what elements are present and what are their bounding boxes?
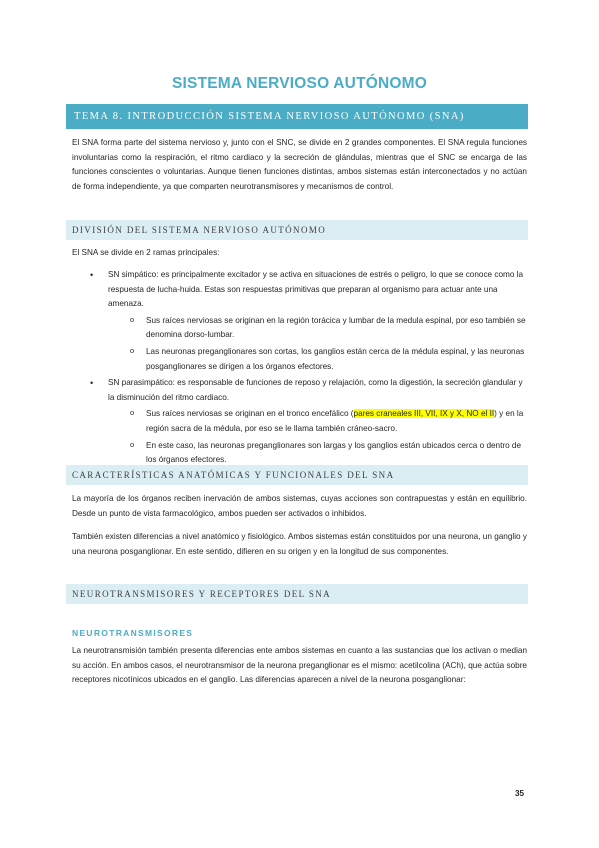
- division-heading-band: DIVISIÓN DEL SISTEMA NERVIOSO AUTÓNOMO: [66, 220, 528, 240]
- document-title: SISTEMA NERVIOSO AUTÓNOMO: [171, 75, 428, 92]
- list-item-parasimpatico: [72, 376, 527, 468]
- simpatico-text: SN simpático: es principalmente excitador y se activa en situaciones de estrés o peligro, lo que se conoce como la respuesta de lucha-huida. Estas son respuestas primitivas que preparan al organismo para actuar ante una amenaza.: [108, 270, 524, 309]
- parasimpatico-text: SN parasimpático: es responsable de funciones de reposo y relajación, como la digestión, la secreción glandular y la disminución del ritmo cardiaco.: [108, 378, 523, 402]
- simpatico-sub2: o Las neuronas preganglionares son cortas, los ganglios están cerca de la médula espinal, y las neuronas posganglionares se dirigen a los órganos efectores.: [108, 345, 527, 374]
- list-item-simpatico: [72, 268, 527, 374]
- caracteristicas-paragraph-2: También existen diferencias a nivel anatómico y fisiológico. Ambos sistemas están constituidos por una neurona, un ganglio y una neurona posganglionar. En este sentido, difieren en su origen y en la longitud de sus componentes.: [72, 532, 527, 556]
- highlighted-cranial-pairs: pares craneales III, VII, IX y X, NO el II: [353, 409, 495, 419]
- simpatico-sub1: o Sus raíces nerviosas se originan en la región torácica y lumbar de la medula espinal, por eso también se denomina dorso-lumbar.: [108, 314, 527, 343]
- tema-intro-paragraph: El SNA forma parte del sistema nervioso y, junto con el SNC, se divide en 2 grandes componentes. El SNA regula funciones involuntarias como la respiración, el ritmo cardiaco y la secreción de glándulas, mientras que el SNC se encarga de las funciones conscientes o voluntarias. Aunque tienen funciones distintas, ambos sistemas están interconectados y no actúan de forma independiente, ya que comparten neurotransmisores y mecanismos de control.: [72, 138, 527, 191]
- parasimpatico-sub1-before: Sus raíces nerviosas se originan en el tronco encefálico (: [146, 409, 354, 419]
- neurotransmisores-subheading: NEUROTRANSMISORES: [72, 628, 194, 638]
- caracteristicas-heading-band: CARACTERÍSTICAS ANATÓMICAS Y FUNCIONALES DEL SNA: [66, 465, 528, 485]
- tema-heading-band: TEMA 8. INTRODUCCIÓN SISTEMA NERVIOSO AUTÓNOMO (SNA): [66, 104, 528, 129]
- parasimpatico-sub1-after: ) y en la región sacra de la médula, por eso se le llama también cráneo-sacro.: [146, 409, 524, 433]
- parasimpatico-sublist: [108, 407, 527, 467]
- parasimpatico-sub1: [108, 407, 527, 436]
- branch-list: [72, 268, 527, 468]
- neuro-heading-band: NEUROTRANSMISORES Y RECEPTORES DEL SNA: [66, 584, 528, 604]
- neuro-paragraph: La neurotransmisión también presenta diferencias ente ambos sistemas en cuanto a las sustancias que los activan o median su acción. En ambos casos, el neurotransmisor de la neurona preganglionar es el mismo: acetilcolina (ACh), que actúa sobre receptores nicotínicos ubicados en el ganglio. Las diferencias aparecen a nivel de la neurona posganglionar:: [72, 646, 527, 685]
- page-number: 35: [515, 789, 525, 798]
- division-intro: El SNA se divide en 2 ramas principales:: [72, 248, 220, 257]
- simpatico-sublist: [108, 314, 527, 374]
- division-list: [72, 268, 527, 470]
- caracteristicas-paragraph-1: La mayoría de los órganos reciben inervación de ambos sistemas, cuyas acciones son contrapuestas y están en equilibrio. Desde un punto de vista farmacológico, ambos pueden ser activados o inhibidos.: [72, 494, 527, 518]
- parasimpatico-sub2: o En este caso, las neuronas preganglionares son largas y los ganglios están ubicados cerca o dentro de los órganos efectores.: [108, 439, 527, 468]
